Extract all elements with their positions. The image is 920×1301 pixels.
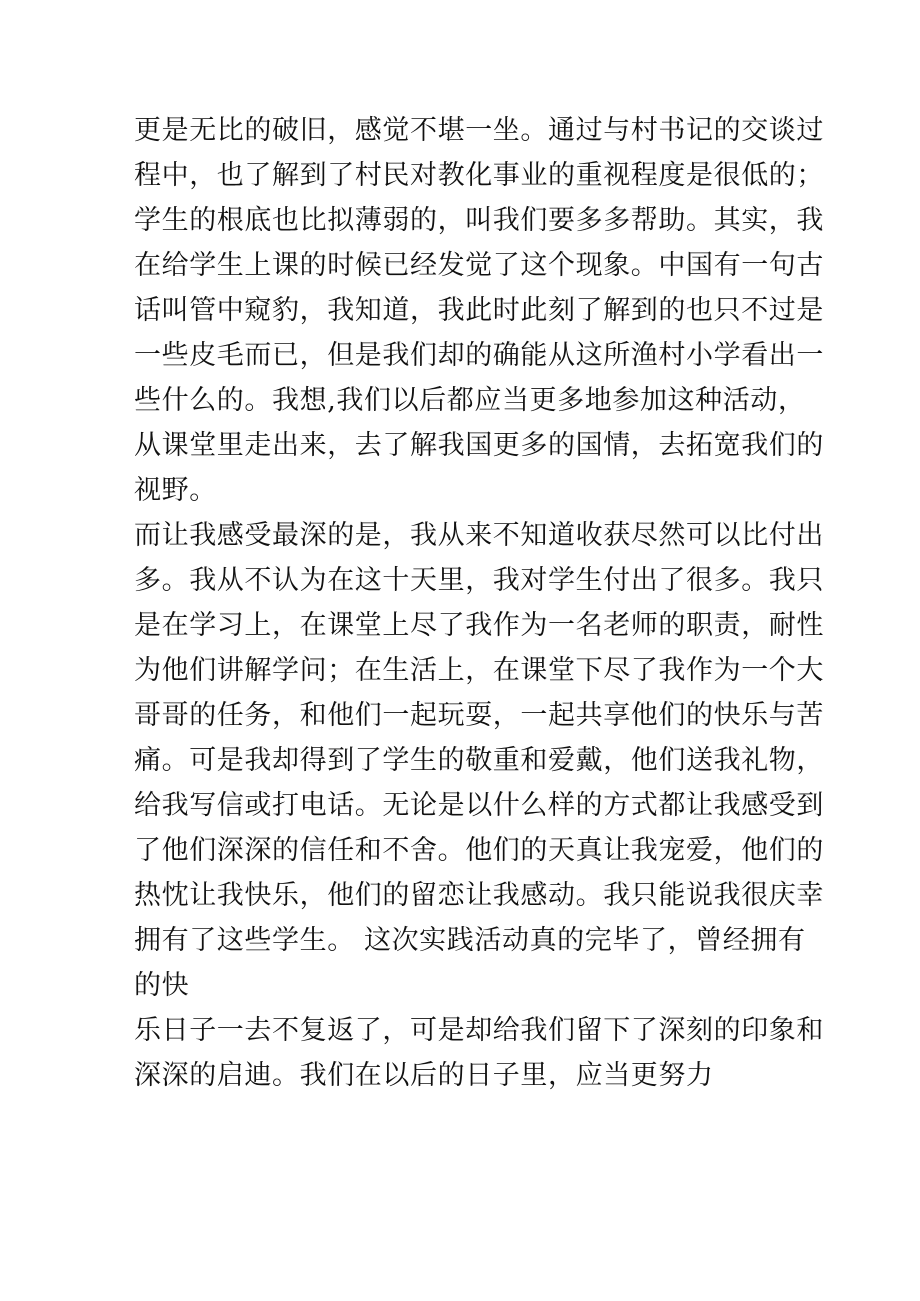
- text-line: 一些皮毛而已，但是我们却的确能从这所渔村小学看出一: [134, 340, 824, 371]
- body-text: [134, 108, 824, 1098]
- text-line: 为他们讲解学问；在生活上，在课堂下尽了我作为一个大: [134, 655, 824, 686]
- text-line: 而让我感受最深的是，我从来不知道收获尽然可以比付出: [134, 520, 824, 551]
- text-line: 痛。可是我却得到了学生的敬重和爱戴，他们送我礼物，: [134, 745, 824, 776]
- text-line: 深深的启迪。我们在以后的日子里，应当更努力: [134, 1060, 714, 1091]
- text-line: 了他们深深的信任和不舍。他们的天真让我宠爱，他们的: [134, 835, 824, 866]
- text-line: 热忱让我快乐，他们的留恋让我感动。我只能说我很庆幸: [134, 880, 824, 911]
- text-line: 更是无比的破旧，感觉不堪一坐。通过与村书记的交谈过: [134, 115, 824, 146]
- text-line: 些什么的。我想,我们以后都应当更多地参加这种活动，: [134, 385, 806, 416]
- text-line: 哥哥的任务，和他们一起玩耍，一起共享他们的快乐与苦: [134, 700, 824, 731]
- text-line: 乐日子一去不复返了，可是却给我们留下了深刻的印象和: [134, 1015, 824, 1046]
- text-line: 从课堂里走出来，去了解我国更多的国情，去拓宽我们的: [134, 430, 824, 461]
- text-line: 的快: [134, 970, 190, 1001]
- text-line: 视野。: [134, 475, 217, 506]
- text-line: 拥有了这些学生。 这次实践活动真的完毕了，曾经拥有: [134, 925, 806, 956]
- text-line: 学生的根底也比拟薄弱的，叫我们要多多帮助。其实，我: [134, 205, 824, 236]
- text-line: 给我写信或打电话。无论是以什么样的方式都让我感受到: [134, 790, 824, 821]
- text-line: 在给学生上课的时候已经发觉了这个现象。中国有一句古: [134, 250, 824, 281]
- text-line: 多。我从不认为在这十天里，我对学生付出了很多。我只: [134, 565, 824, 596]
- text-line: 是在学习上，在课堂上尽了我作为一名老师的职责，耐性: [134, 610, 824, 641]
- text-line: 程中，也了解到了村民对教化事业的重视程度是很低的；: [134, 160, 824, 191]
- text-line: 话叫管中窥豹，我知道，我此时此刻了解到的也只不过是: [134, 295, 824, 326]
